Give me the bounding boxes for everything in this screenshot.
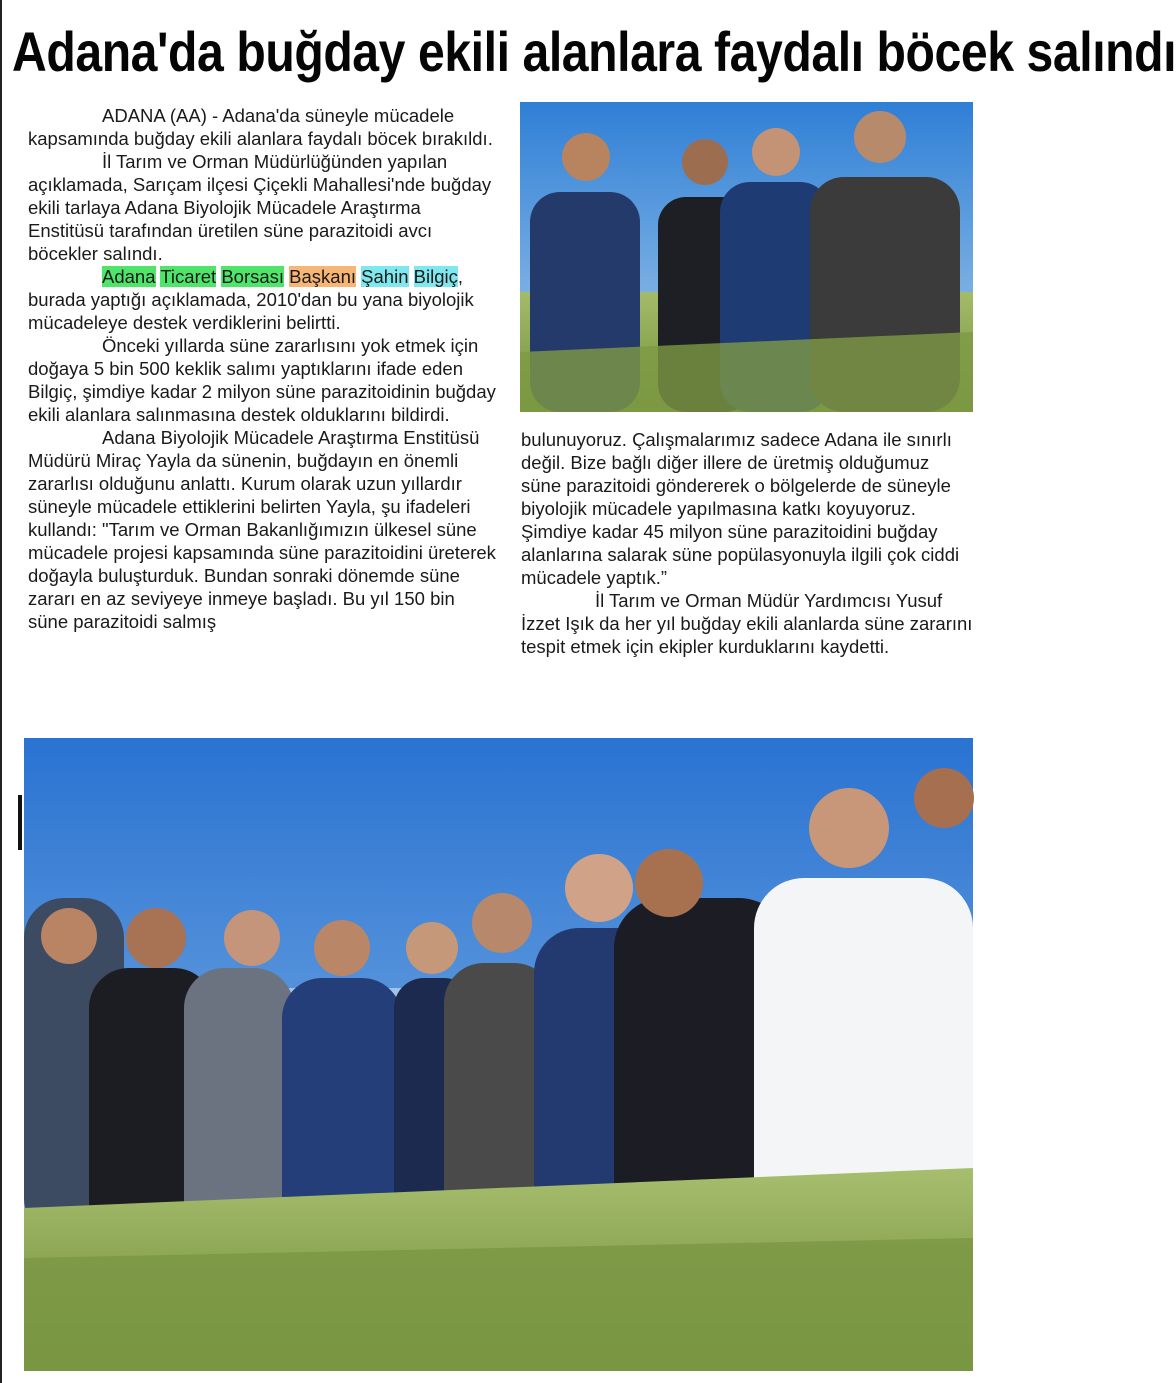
highlight-sahin: Şahin <box>361 266 409 287</box>
photo-officials-wheat-field <box>520 102 973 412</box>
highlight-adana: Adana <box>102 266 156 287</box>
article-headline: Adana'da buğday ekili alanlara faydalı böcek salındı <box>12 20 1176 83</box>
photo-bottom-image <box>24 738 973 1371</box>
column-marker <box>18 795 22 850</box>
paragraph-keklik: Önceki yıllarda süne zararlısını yok etmek için doğaya 5 bin 500 keklik salımı yaptıklarını ifade eden Bilgiç, şimdiye kadar 2 milyon süne parazitoidinin buğday ekili alanlara salınmasına destek olduklarını bildirdi. <box>28 335 496 425</box>
page-left-rule <box>0 0 2 1383</box>
highlight-bilgic: Bilgiç <box>413 266 458 287</box>
paragraph-yayla-quote-continued: bulunuyoruz. Çalışmalarımız sadece Adana ile sınırlı değil. Bize bağlı diğer illere de üretmiş olduğumuz süne parazitoidi göndererek o bölgelerde de süneyle biyolojik mücadele yapılmasına katkı koyuyoruz. Şimdiye kadar 45 milyon süne parazitoidini buğday alanlarına salarak süne popülasyonuyla ilgili çok ciddi mücadele yaptık.” <box>521 429 960 588</box>
article-column-right <box>521 428 973 658</box>
highlight-ticaret: Ticaret <box>160 266 217 287</box>
paragraph-isik: İl Tarım ve Orman Müdür Yardımcısı Yusuf İzzet Işık da her yıl buğday ekili alanlarda süne zararını tespit etmek için ekipler kurduklarını kaydetti. <box>521 590 973 657</box>
photo-top-image <box>520 102 973 412</box>
paragraph-bilgic-rest: , burada yaptığı açıklamada, 2010'dan bu yana biyolojik mücadeleye destek verdiklerini belirtti. <box>28 266 474 333</box>
article-column-left <box>28 104 498 633</box>
paragraph-lead: ADANA (AA) - Adana'da süneyle mücadele kapsamında buğday ekili alanlara faydalı böcek bırakıldı. <box>28 105 493 149</box>
paragraph-yayla-quote: Adana Biyolojik Mücadele Araştırma Enstitüsü Müdürü Miraç Yayla da sünenin, buğdayın en önemli zararlısı olduğunu anlattı. Kurum olarak uzun yıllardır süneyle mücadele ettiklerini belirten Yayla, şu ifadeleri kullandı: "Tarım ve Orman Bakanlığımızın ülkesel süne mücadele projesi kapsamında süne parazitoidini üreterek doğayla buluşturduk. Bundan sonraki dönemde süne zararı en az seviyeye inmeye başladı. Bu yıl 150 bin süne parazitoidi salmış <box>28 427 496 632</box>
paragraph-bilgic-statement <box>28 265 498 334</box>
photo-group-wheat-field <box>24 738 973 1371</box>
paragraph-announcement: İl Tarım ve Orman Müdürlüğünden yapılan açıklamada, Sarıçam ilçesi Çiçekli Mahallesi'nde buğday ekili tarlaya Adana Biyolojik Mücadele Araştırma Enstitüsü tarafından üretilen süne parazitoidi avcı böcekler salındı. <box>28 151 492 264</box>
highlight-baskani: Başkanı <box>289 266 357 287</box>
highlight-borsasi: Borsası <box>221 266 285 287</box>
